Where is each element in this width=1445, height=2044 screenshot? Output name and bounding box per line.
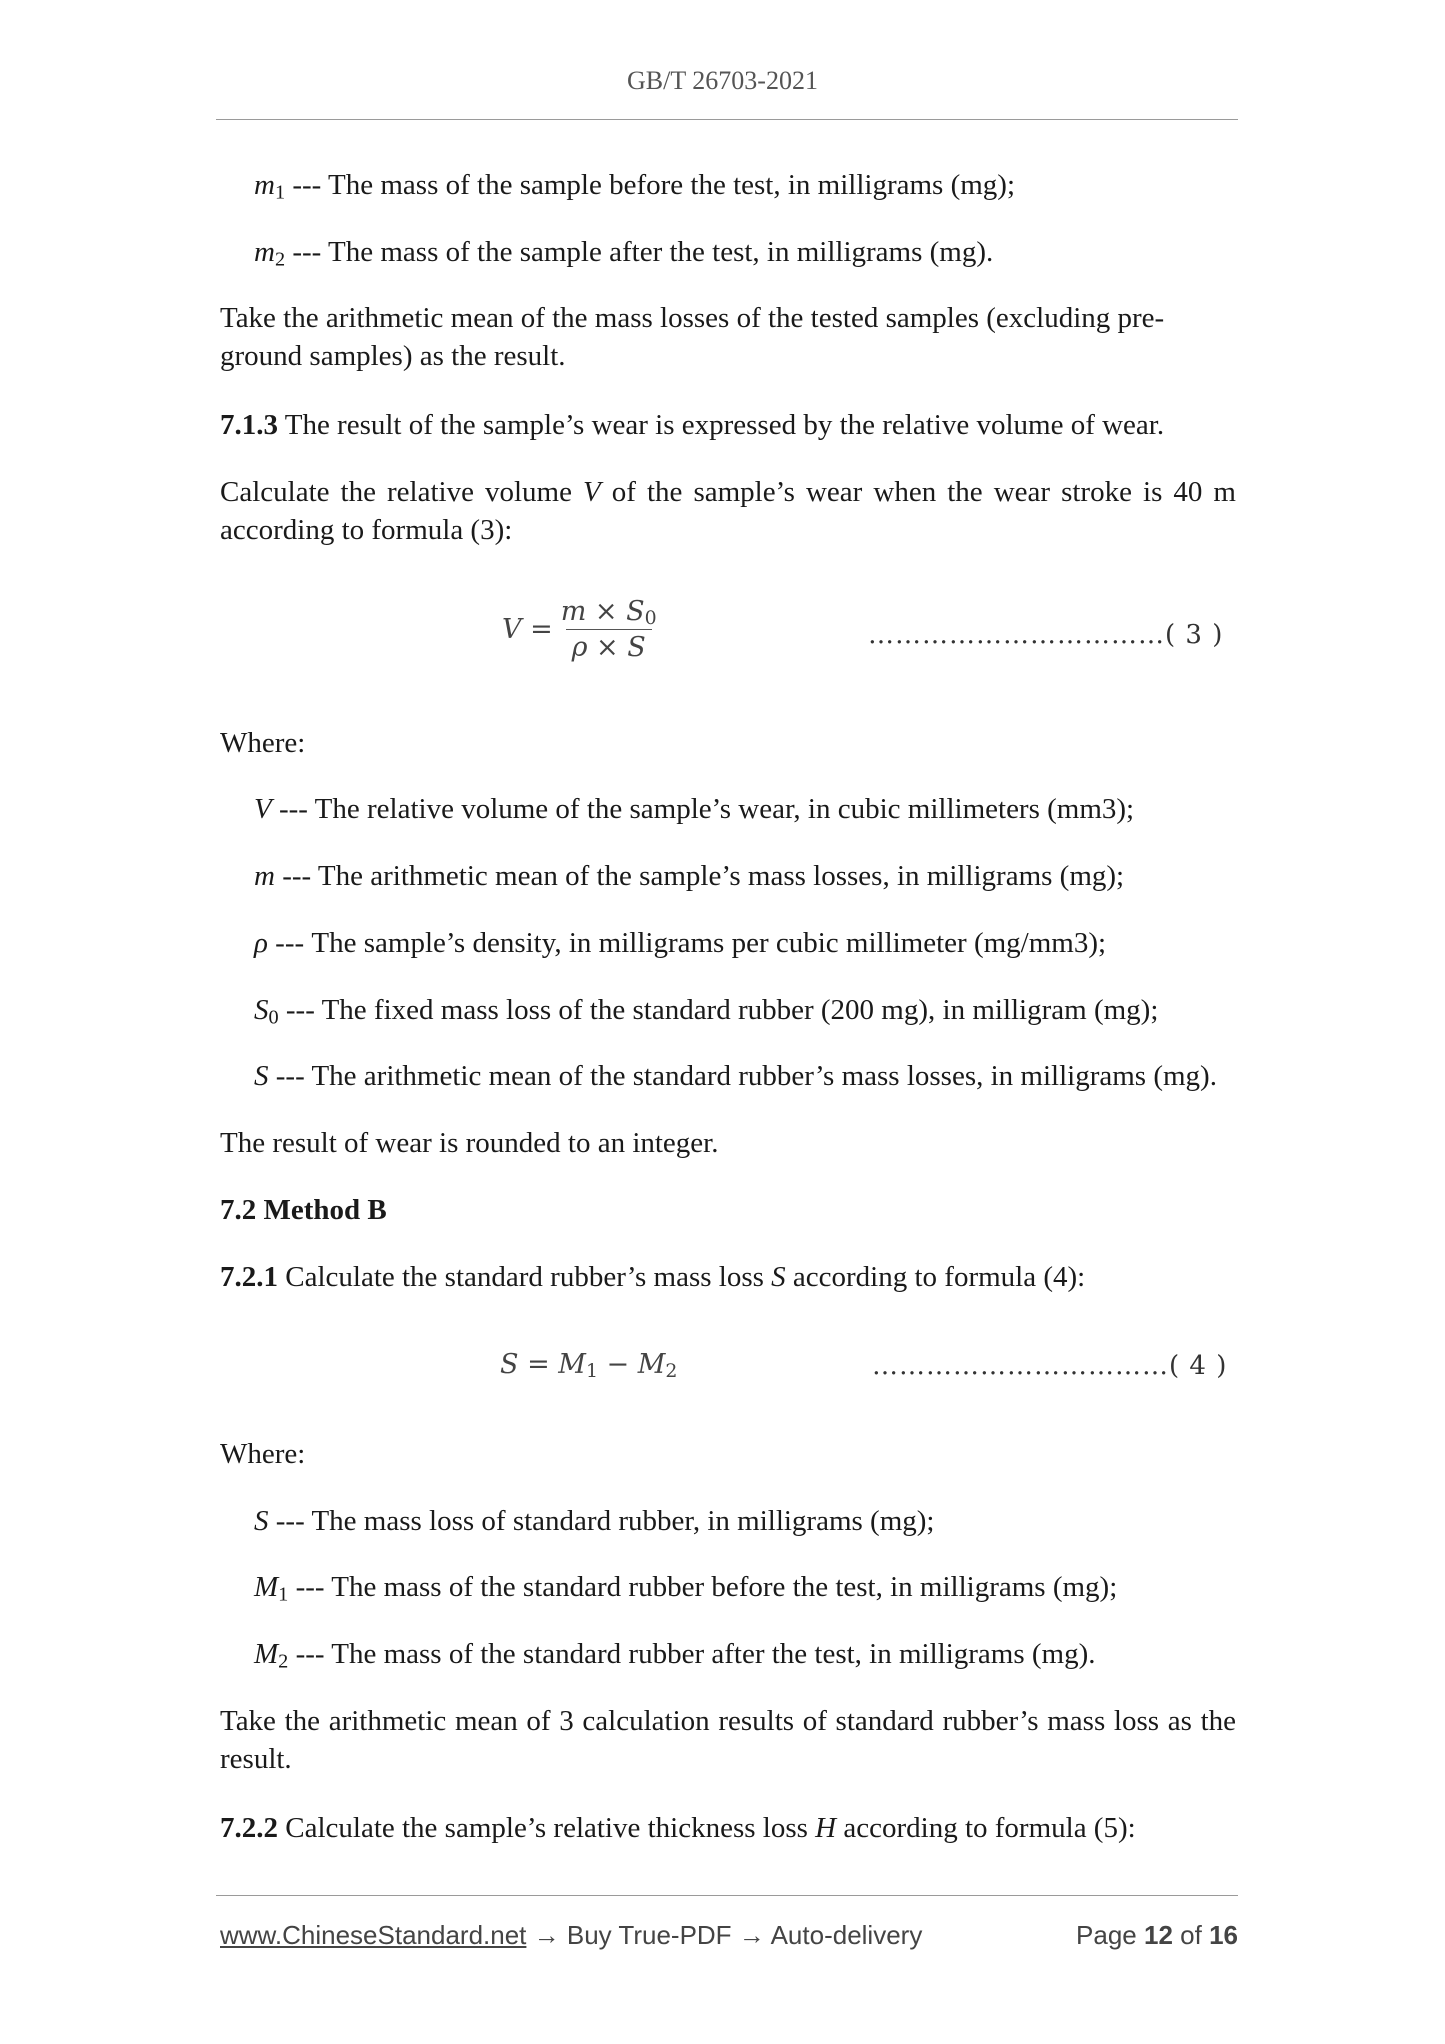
formula-3-numerator: $m \times S_0$ <box>560 596 657 630</box>
formula-3-number: ……………………………( 3 ) <box>868 620 1224 650</box>
paragraph-rounding: The result of wear is rounded to an integer. <box>220 1127 719 1159</box>
section-7-2-heading: 7.2 Method B <box>220 1194 387 1226</box>
where-label-2: Where: <box>220 1438 306 1470</box>
footer-links: www.ChineseStandard.net → Buy True-PDF → Auto-delivery <box>220 1920 923 1950</box>
where-label-1: Where: <box>220 727 306 759</box>
formula-3-fraction <box>555 596 663 663</box>
def-S: S --- The arithmetic mean of the standard rubber’s mass losses, in milligrams (mg). <box>254 1060 1217 1092</box>
paragraph-calc-volume: Calculate the relative volume V of the sample’s wear when the wear stroke is 40 m according to formula (3): <box>220 476 1236 546</box>
def-rho: ρ --- The sample’s density, in milligrams per cubic millimeter (mg/mm3); <box>254 927 1107 959</box>
footer-site-link[interactable]: www.ChineseStandard.net <box>220 1920 527 1950</box>
def-m: m --- The arithmetic mean of the sample’s mass losses, in milligrams (mg); <box>254 860 1125 892</box>
def-S0: $S_0$ --- The fixed mass loss of the standard rubber (200 mg), in milligram (mg); <box>254 994 1159 1029</box>
section-7-2-2: 7.2.2 Calculate the sample’s relative thickness loss H according to formula (5): <box>220 1812 1136 1844</box>
formula-3-lhs: V = <box>502 614 553 645</box>
section-7-2-1: 7.2.1 Calculate the standard rubber’s mass loss S according to formula (4): <box>220 1261 1086 1293</box>
formula-3 <box>502 596 663 663</box>
formula-3-denominator: ρ × S <box>566 629 652 663</box>
def-m2: $m_2$ --- The mass of the sample after the test, in milligrams (mg). <box>254 236 994 271</box>
formula-4: $S = M_1 - M_2$ <box>500 1349 678 1383</box>
def-M2: $M_2$ --- The mass of the standard rubber after the test, in milligrams (mg). <box>254 1638 1096 1673</box>
def-M1: $M_1$ --- The mass of the standard rubber before the test, in milligrams (mg); <box>254 1571 1118 1606</box>
section-7-1-3: 7.1.3 The result of the sample’s wear is expressed by the relative volume of wear. <box>220 409 1165 441</box>
footer-auto-label: Auto-delivery <box>770 1920 923 1950</box>
def-S-standard: S --- The mass loss of standard rubber, in milligrams (mg); <box>254 1505 935 1537</box>
page-header-doc-id: GB/T 26703-2021 <box>627 66 818 95</box>
paragraph-mean-samples: Take the arithmetic mean of the mass losses of the tested samples (excluding pre-ground samples) as the result. <box>220 302 1165 372</box>
def-V: V --- The relative volume of the sample’s wear, in cubic millimeters (mm3); <box>254 793 1135 825</box>
paragraph-mean-standard: Take the arithmetic mean of 3 calculation results of standard rubber’s mass loss as the result. <box>220 1705 1236 1775</box>
footer-rule <box>216 1895 1238 1896</box>
def-m1: $m_1$ --- The mass of the sample before the test, in milligrams (mg); <box>254 169 1016 204</box>
page-number: Page 12 of 16 <box>1076 1920 1238 1950</box>
footer-buy-label: Buy True-PDF <box>566 1920 732 1950</box>
formula-4-number: ……………………………( 4 ) <box>872 1351 1228 1381</box>
header-rule <box>216 119 1238 120</box>
